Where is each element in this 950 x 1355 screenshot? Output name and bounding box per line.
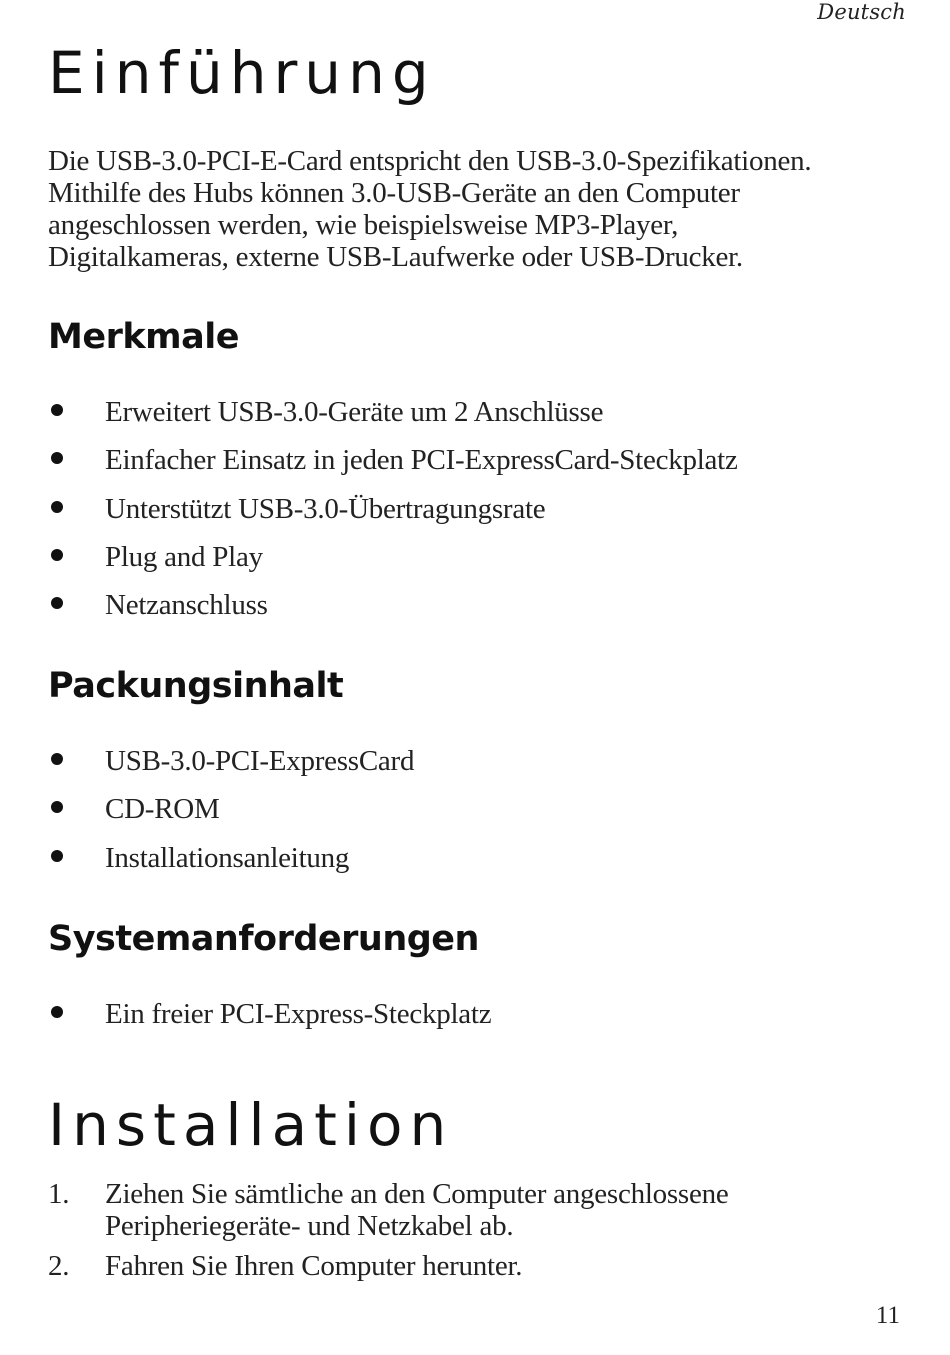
installation-steps <box>48 1178 865 1282</box>
list-item-text: Erweitert USB-3.0-Geräte um 2 Anschlüsse <box>105 396 604 428</box>
step-number: 1. <box>48 1178 70 1210</box>
intro-paragraph <box>48 145 908 273</box>
page-number: 11 <box>875 1302 900 1329</box>
intro-line: angeschlossen werden, wie beispielsweise MP3-Player, <box>48 209 679 241</box>
step-item <box>48 1178 865 1242</box>
section-title-einfuehrung: Einführung <box>48 39 436 107</box>
section-title-systemanforderungen: Systemanforderungen <box>48 919 479 959</box>
intro-line: Digitalkameras, externe USB-Laufwerke oder USB-Drucker. <box>48 241 743 273</box>
bullet-icon <box>51 850 63 862</box>
list-item-text: Einfacher Einsatz in jeden PCI-ExpressCard-Steckplatz <box>105 444 738 477</box>
list-item-text: CD-ROM <box>105 793 220 826</box>
list-item-text: USB-3.0-PCI-ExpressCard <box>105 745 415 777</box>
list-item-text: Plug and Play <box>105 540 263 573</box>
step-item <box>48 1250 865 1282</box>
bullet-icon <box>51 801 63 813</box>
step-number: 2. <box>48 1250 70 1282</box>
bullet-icon <box>51 549 63 561</box>
intro-line: Die USB-3.0-PCI-E-Card entspricht den USB-3.0-Spezifikationen. <box>48 145 812 177</box>
list-item-text: Unterstützt USB-3.0-Übertragungsrate <box>105 492 546 525</box>
bullet-icon <box>51 597 63 609</box>
step-line: Fahren Sie Ihren Computer herunter. <box>105 1250 523 1282</box>
bullet-icon <box>51 501 63 513</box>
bullet-icon <box>51 1006 63 1018</box>
list-item-text: Netzanschluss <box>105 589 268 622</box>
section-title-installation: Installation <box>48 1091 454 1159</box>
step-line: Peripheriegeräte- und Netzkabel ab. <box>105 1210 514 1242</box>
intro-line: Mithilfe des Hubs können 3.0-USB-Geräte an den Computer <box>48 177 740 209</box>
section-title-merkmale: Merkmale <box>48 317 239 357</box>
language-label: Deutsch <box>817 0 906 24</box>
step-text <box>105 1250 865 1282</box>
section-title-packungsinhalt: Packungsinhalt <box>48 666 344 706</box>
bullet-icon <box>51 753 63 765</box>
list-item-text: Ein freier PCI-Express-Steckplatz <box>105 998 492 1030</box>
bullet-icon <box>51 452 63 464</box>
list-item-text: Installationsanleitung <box>105 841 350 874</box>
step-line: Ziehen Sie sämtliche an den Computer angeschlossene <box>105 1178 729 1210</box>
step-text <box>105 1178 865 1242</box>
bullet-icon <box>51 404 63 416</box>
